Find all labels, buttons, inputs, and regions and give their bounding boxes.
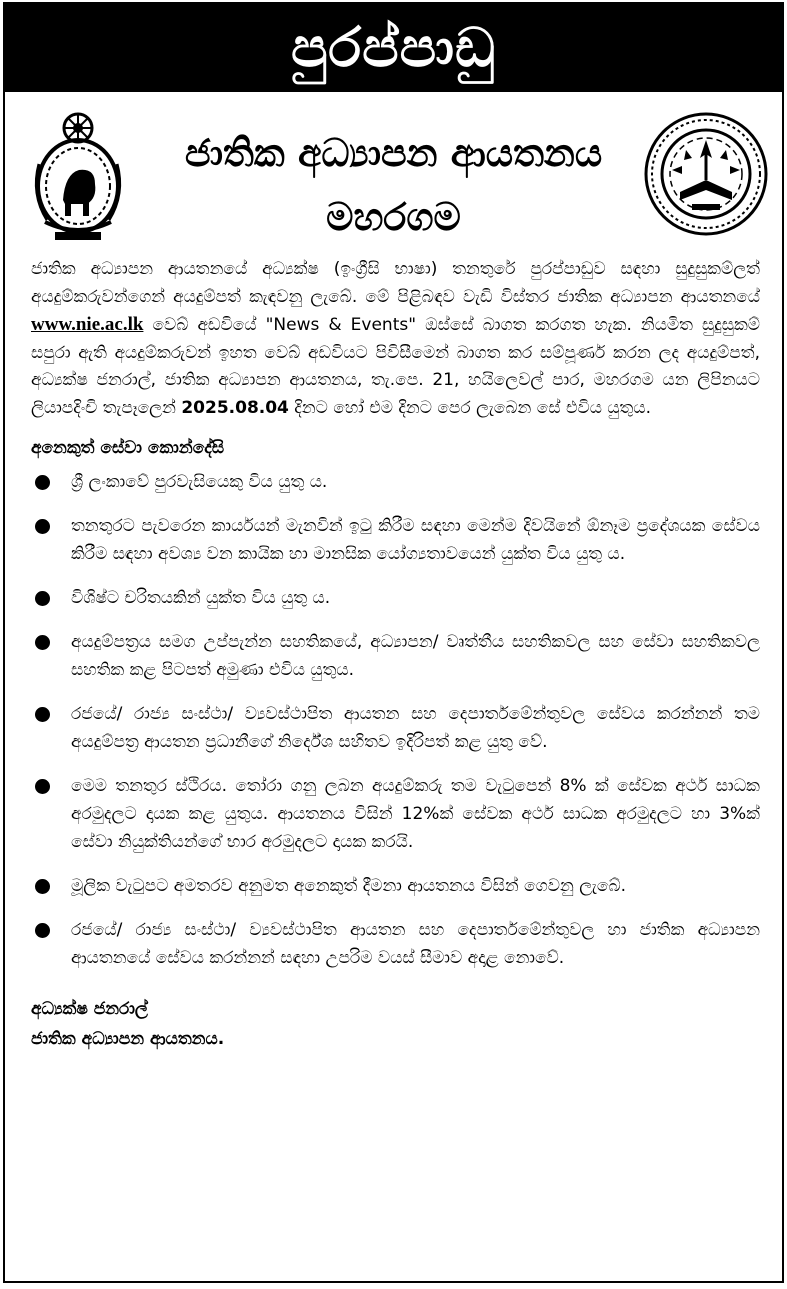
bullet-icon — [35, 707, 50, 722]
condition-text: තනතුරට පැවරෙන කාර්යයන් මැනවින් ඉටු කිරීම සඳහා මෙන්ම දිවයිනේ ඕනෑම ප්‍රදේශයක සේවය කිරීම සඳහා අවශ්‍ය වන කායික හා මානසික යෝග්‍යතාවයෙන් යුක්ත විය යුතු ය. — [71, 516, 760, 564]
condition-text: රජයේ/ රාජ්‍ය සංස්ථා/ ව්‍යවස්ථාපිත ආයතන සහ දෙපාර්තමේන්තුවල හා ජාතික අධ්‍යාපන ආයතනයේ සේවය කරන්නන් සඳහා උපරිම වයස් සීමාව අදාළ නොවේ. — [71, 920, 760, 968]
condition-text: ශ්‍රී ලංකාවේ පුරවැසියෙකු විය යුතු ය. — [71, 472, 328, 492]
intro-paragraph — [31, 256, 760, 422]
bullet-icon — [35, 519, 50, 534]
organization-city: මහරගම — [326, 195, 461, 239]
condition-item — [31, 916, 760, 972]
condition-text: මෙම තනතුර ස්ථිරය. තෝරා ගනු ලබන අයදුම්කරු තම වැටුපෙන් 8% ක් සේවක අර්ථ සාධක අරමුදලට දායක කළ යුතුය. ආයතනය විසින් 12%ක් සේවක අර්ථ සාධක අරමුදලට හා 3%ක් සේවා නියුක්තියන්ගේ භාර අරමුදලට දායක කරයි. — [71, 776, 760, 852]
organization-name: ජාතික අධ්‍යාපන ආයතනය — [184, 131, 603, 175]
intro-text-3: දිනට හෝ එම දිනට පෙර ලැබෙන සේ එවිය යුතුය. — [288, 397, 651, 418]
bullet-icon — [35, 779, 50, 794]
signature-title: අධ්‍යක්ෂ ජනරාල් — [31, 999, 148, 1019]
intro-text-2: වෙබ් අඩවියේ "News & Events" ඔස්සේ බාගත කරගත හැක. නියමිත සුදුසුකම් සපුරා ඇති අයදුම්කරුවන් ඉහත වෙබ් අඩවියට පිවිසීමෙන් බාගත කර සම්පූර්ණ කරන ලද අයදුම්පත්, අධ්‍යක්ෂ ජනරාල්, ජාතික අධ්‍යාපන ආයතනය, තැ.පෙ. 21, හයිලෙවල් පාර, මහරගම යන ලිපිනයට ලියාපදිංචි තැපෑලෙන් — [31, 315, 760, 418]
condition-item — [31, 468, 760, 496]
condition-item — [31, 584, 760, 612]
sri-lanka-emblem-icon — [25, 104, 131, 244]
signature-block — [31, 994, 782, 1054]
bullet-icon — [35, 475, 50, 490]
deadline-date: 2025.08.04 — [181, 397, 289, 418]
condition-item — [31, 772, 760, 856]
condition-text: විශිෂ්ට චරිතයකින් යුක්ත විය යුතු ය. — [71, 588, 331, 608]
vacancies-banner — [5, 4, 782, 92]
bullet-icon — [35, 591, 50, 606]
banner-title: පුරප්පාඩු — [290, 16, 497, 79]
conditions-list — [5, 468, 782, 972]
condition-item — [31, 628, 760, 684]
website-link[interactable]: www.nie.ac.lk — [31, 314, 144, 335]
nie-logo-icon — [642, 110, 770, 238]
condition-text: රජයේ/ රාජ්‍ය සංස්ථා/ ව්‍යවස්ථාපිත ආයතන සහ දෙපාර්තමේන්තුවල සේවය කරන්නන් තම අයදුම්පත්‍ර ආයතන ප්‍රධානීගේ නිර්දේශ සහිතව ඉදිරිපත් කළ යුතු වේ. — [71, 704, 760, 752]
signature-org: ජාතික අධ්‍යාපන ආයතනය. — [31, 1029, 225, 1049]
condition-text: අයදුම්පත්‍රය සමග උප්පැන්න සහතිකයේ, අධ්‍යාපන/ වෘත්තීය සහතිකවල සහ සේවා සහතිකවල සහතික කළ පිටපත් අමුණා එවිය යුතුය. — [71, 632, 760, 680]
condition-item — [31, 872, 760, 900]
bullet-icon — [35, 879, 50, 894]
intro-text-1: ජාතික අධ්‍යාපන ආයතනයේ අධ්‍යක්ෂ (ඉංග්‍රීසි භාෂා) තනතුරේ පුරප්පාඩුව සඳහා සුදුසුකම්ලත් අයදුම්කරුවන්ගෙන් අයදුම්පත් කැඳවනු ලැබේ. මේ පිළිබඳව වැඩි විස්තර ජාතික අධ්‍යාපන ආයතනයේ — [31, 259, 760, 307]
condition-text: මූලික වැටුපට අමතරව අනුමත අනෙකුත් දීමනා ආයතනය විසින් ගෙවනු ලැබේ. — [71, 876, 627, 896]
header — [5, 92, 782, 256]
condition-item — [31, 700, 760, 756]
condition-item — [31, 512, 760, 568]
advertisement-page — [3, 2, 784, 1283]
bullet-icon — [35, 635, 50, 650]
conditions-heading: අනෙකුත් සේවා කොන්දේසි — [31, 438, 225, 458]
bullet-icon — [35, 923, 50, 938]
